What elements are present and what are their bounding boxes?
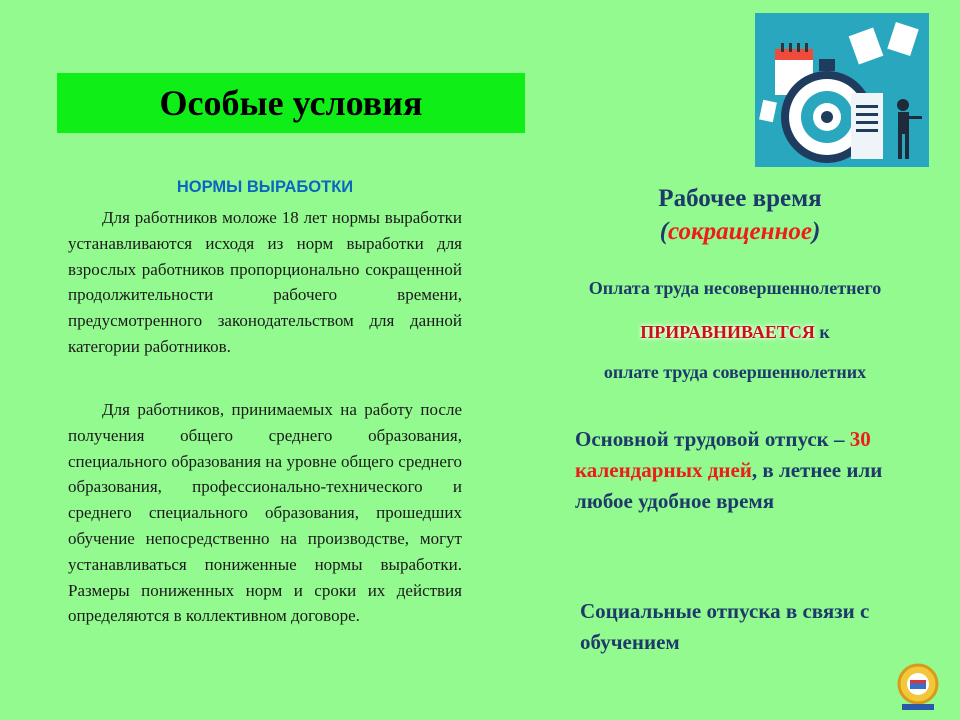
main-vacation-block (575, 424, 945, 517)
pay-line-1: Оплата труда несовершеннолетнего (588, 278, 882, 298)
vacation-suffix: , в летнее или любое удобное время (575, 458, 883, 513)
pay-line-3: оплате труда совершеннолетних (603, 362, 867, 382)
paragraph-reduced-norms: Для работников, принимаемых на работу после получения общего среднего образования, специального образования на уровне общего среднего образования, профессионально-технического и среднего специального образования, прошедших обучение непосредственно на производстве, могут устанавливаться пониженные нормы выработки. Размеры пониженных норм и сроки их действия определяются в коллективном договоре. (68, 400, 462, 626)
reduced-qualifier: сокращенное (668, 218, 812, 245)
title-bar (57, 73, 525, 133)
social-leave-text: Социальные отпуска в связи с обучением (580, 599, 870, 654)
vacation-prefix: Основной трудовой отпуск – (575, 427, 850, 451)
vacation-days-highlight: 30 календарных дней (575, 427, 871, 482)
working-time-qualifier-line (620, 215, 860, 248)
paragraph-output-norms-minors: Для работников моложе 18 лет нормы выработки устанавливаются исходя из норм выработки для взрослых работников пропорционально сокращенной продолжительности рабочего времени, предусмотренного законодательством для данной категории работников. (68, 208, 462, 356)
pay-after-emphasis: к (814, 322, 830, 342)
emblem-logo-icon (896, 660, 940, 714)
working-time-block (620, 182, 860, 248)
stopwatch-illustration-icon (755, 13, 929, 167)
close-paren: ) (811, 218, 821, 245)
section-heading-output-norms: НОРМЫ ВЫРАБОТКИ (176, 178, 354, 196)
open-paren: ( (659, 218, 669, 245)
pay-line-2 (530, 322, 940, 343)
page-title: Особые условия (159, 83, 423, 123)
working-time-title: Рабочее время (658, 185, 822, 212)
pay-emphasis: ПРИРАВНИВАЕТСЯ (640, 322, 815, 342)
